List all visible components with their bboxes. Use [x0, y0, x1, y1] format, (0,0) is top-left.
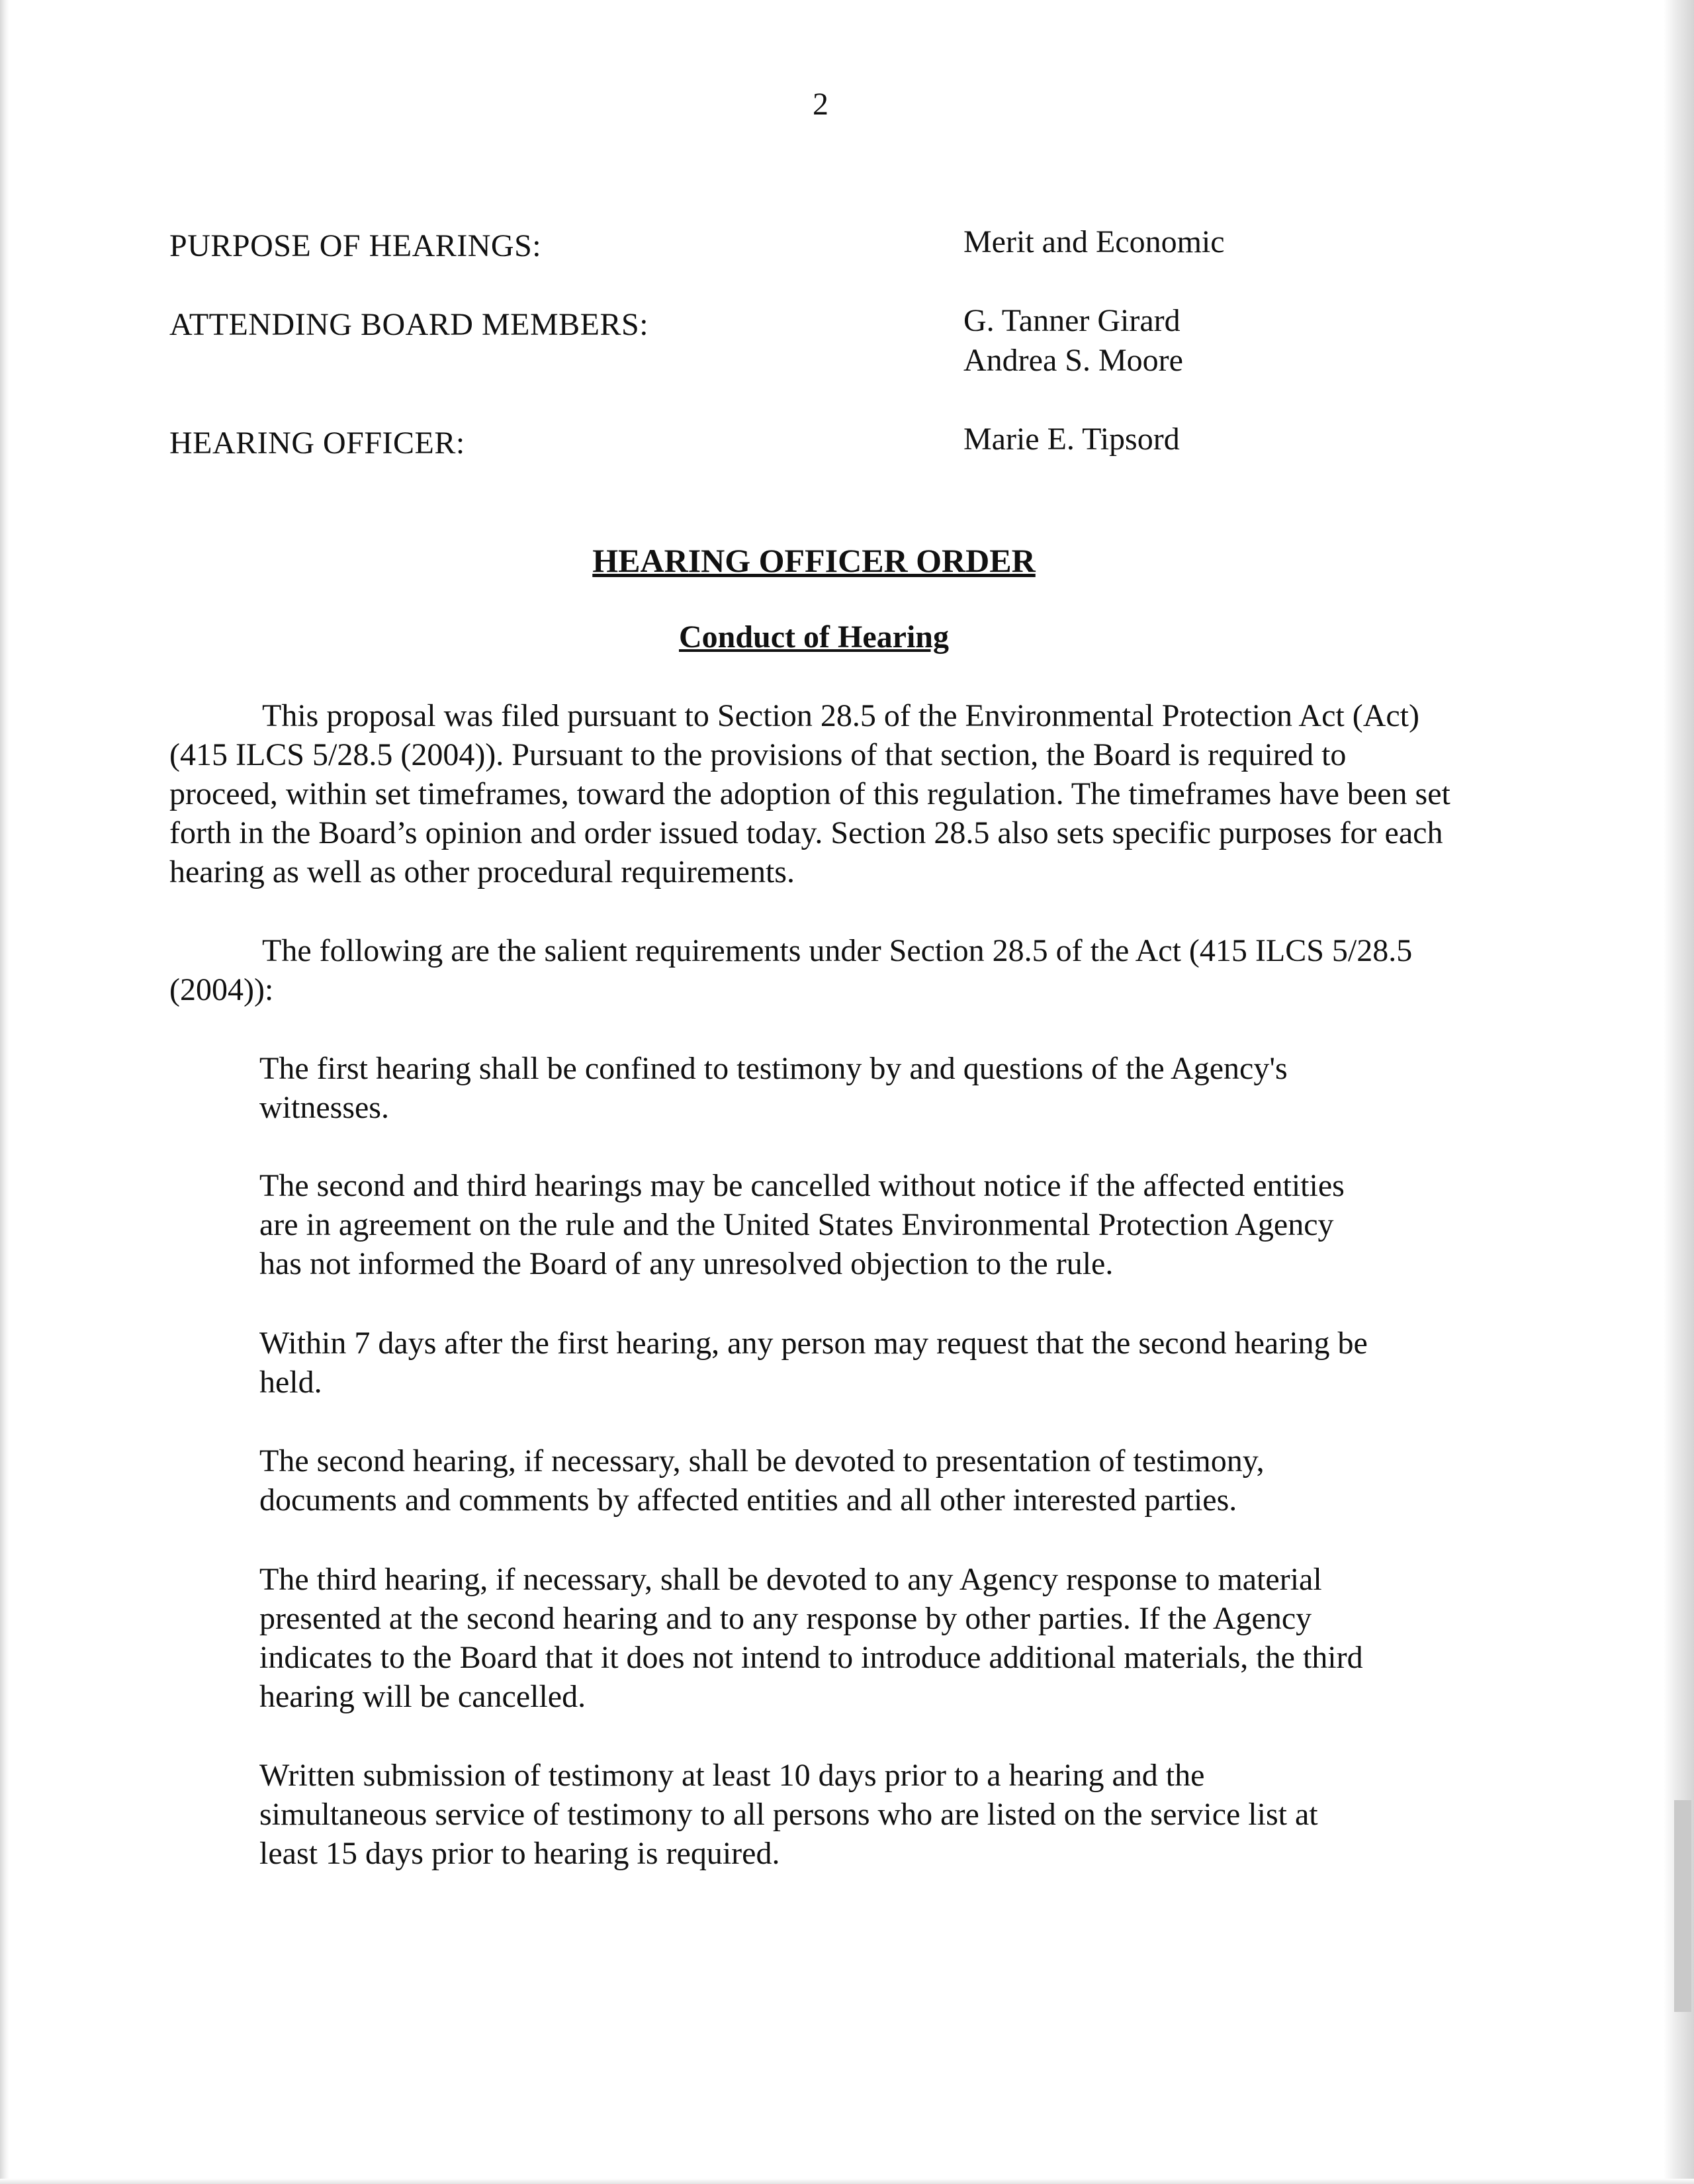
requirement-item: The second and third hearings may be cancelled without notice if the affected entities are in agreement on the rule and the United States Environmental Protection Agency has not informed the Board of any unresolved objection to the rule.: [259, 1168, 1345, 1281]
hearing-officer-name: Marie E. Tipsord: [963, 422, 1180, 457]
requirement-item: The first hearing shall be confined to testimony by and questions of the Agency's witnesses.: [259, 1051, 1288, 1125]
requirement-item: Within 7 days after the first hearing, any person may request that the second hearing be held.: [259, 1326, 1368, 1400]
board-members-label: ATTENDING BOARD MEMBERS:: [169, 307, 649, 342]
body-paragraph-text: The following are the salient requirements under Section 28.5 of the Act (415 ILCS 5/28.5 (2004)):: [169, 933, 1413, 1007]
scan-edge-left: [0, 0, 9, 2184]
body-paragraph: [169, 931, 1453, 1009]
requirement-item: The third hearing, if necessary, shall be devoted to any Agency response to material presented at the second hearing and to any response by other parties. If the Agency indicates to the Board that it does not intend to introduce additional materials, the third hearing will be cancelled.: [259, 1562, 1363, 1714]
hearing-officer-label: HEARING OFFICER:: [169, 426, 465, 461]
order-heading: HEARING OFFICER ORDER: [592, 542, 1036, 579]
requirement-item: Written submission of testimony at least 10 days prior to a hearing and the simultaneous service of testimony to all persons who are listed on the service list at least 15 days prior to hearing is required.: [259, 1758, 1318, 1871]
page-number: 2: [813, 87, 828, 122]
requirement-item: The second hearing, if necessary, shall be devoted to presentation of testimony, documents and comments by affected entities and all other interested parties.: [259, 1443, 1265, 1518]
board-member-name: G. Tanner Girard: [963, 303, 1181, 338]
purpose-label: PURPOSE OF HEARINGS:: [169, 228, 542, 263]
scan-edge-right-band: [1674, 1800, 1691, 2012]
board-member-name: Andrea S. Moore: [963, 343, 1183, 378]
purpose-value: [963, 222, 1225, 262]
section-heading: Conduct of Hearing: [679, 619, 949, 655]
purpose-value-text: Merit and Economic: [963, 224, 1225, 259]
hearing-officer-value: [963, 420, 1180, 459]
body-paragraph-text: This proposal was filed pursuant to Section 28.5 of the Environmental Protection Act (Act) (415 ILCS 5/28.5 (2004)). Pursuant to the provisions of that section, the Board is required to proceed, within set timeframes, toward the adoption of this regulation. The timeframes have been set forth in the Board’s opinion and order issued today. Section 28.5 also sets specific purposes for each hearing as well as other procedural requirements.: [169, 698, 1450, 889]
board-members-value: [963, 301, 1183, 381]
scan-edge-bottom: [0, 2179, 1694, 2184]
body-paragraph: [169, 696, 1453, 891]
